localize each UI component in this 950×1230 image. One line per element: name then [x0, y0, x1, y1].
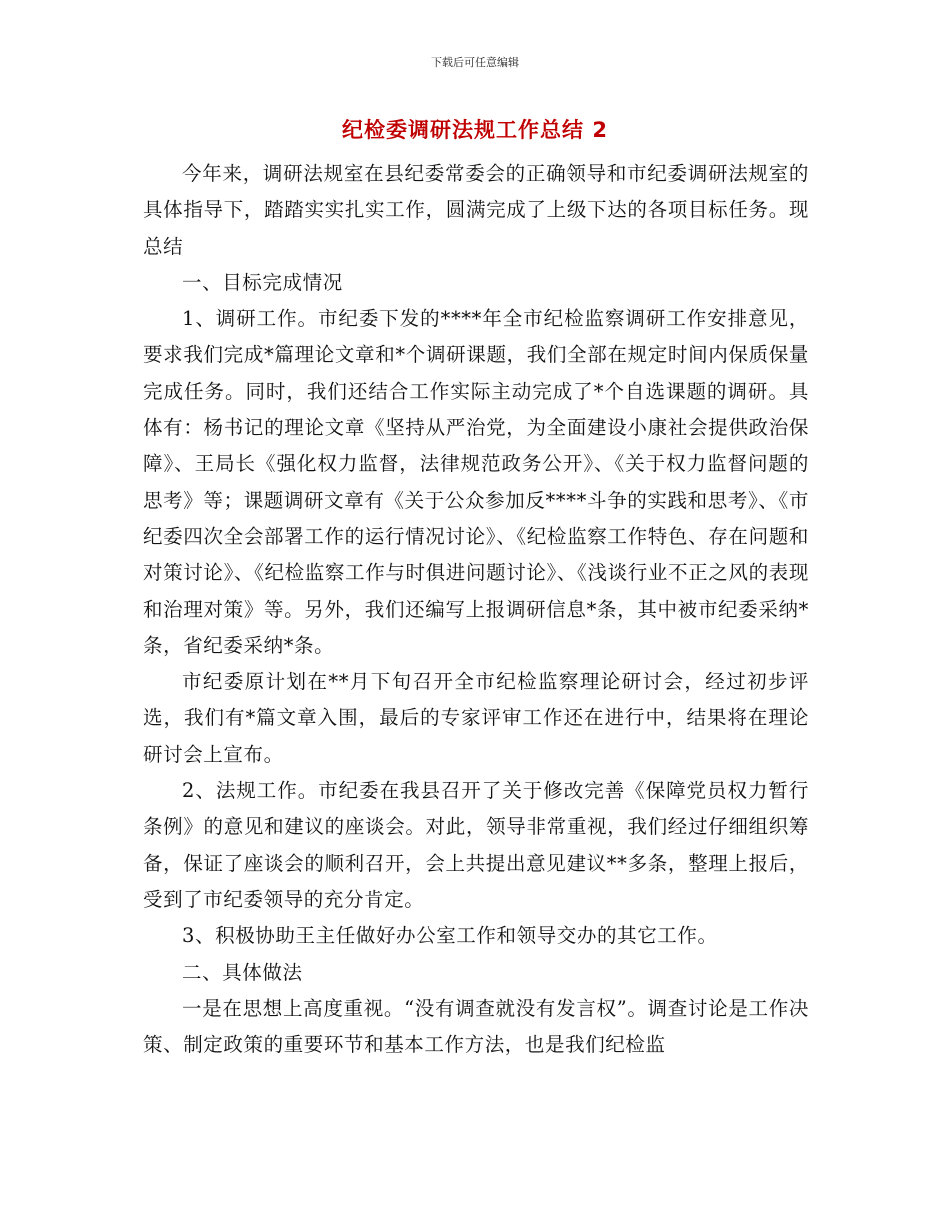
paragraph-method-one: 一是在思想上高度重视。“没有调查就没有发言权”。调查讨论是工作决策、制定政策的重要环节和基本工作方法，也是我们纪检监: [143, 996, 809, 1057]
header-note: 下载后可任意编辑: [431, 56, 519, 69]
paragraph-office-work: 3、积极协助王主任做好办公室工作和领导交办的其它工作。: [182, 924, 718, 948]
document-title: 纪检委调研法规工作总结 2: [342, 118, 608, 142]
paragraph-research-work: 1、调研工作。市纪委下发的****年全市纪检监察调研工作安排意见，要求我们完成*篇理论文章和*个调研课题，我们全部在规定时间内保质保量完成任务。同时，我们还结合工作实际主动完成了*个自选课题的调研。具体有：杨书记的理论文章《坚持从严治党，为全面建设小康社会提供政治保障》、王局长《强化权力监督，法律规范政务公开》、《关于权力监督问题的思考》等；课题调研文章有《关于公众参加反****斗争的实践和思考》、《市纪委四次全会部署工作的运行情况讨论》、《纪检监察工作特色、存在问题和对策讨论》、《纪检监察工作与时俱进问题讨论》、《浅谈行业不正之风的表现和治理对策》等。另外，我们还编写上报调研信息*条，其中被市纪委采纳*条，省纪委采纳*条。: [143, 307, 809, 657]
section-heading-methods: 二、具体做法: [182, 960, 303, 984]
document-body: [143, 156, 809, 1063]
section-heading-goals: 一、目标完成情况: [182, 270, 343, 294]
paragraph-regulation-work: 2、法规工作。市纪委在我县召开了关于修改完善《保障党员权力暂行条例》的意见和建议的座谈会。对此，领导非常重视，我们经过仔细组织筹备，保证了座谈会的顺利召开，会上共提出意见建议**多条，整理上报后，受到了市纪委领导的充分肯定。: [143, 779, 809, 911]
paragraph-seminar: 市纪委原计划在**月下旬召开全市纪检监察理论研讨会，经过初步评选，我们有*篇文章入围，最后的专家评审工作还在进行中，结果将在理论研讨会上宣布。: [143, 670, 809, 766]
paragraph-intro: 今年来，调研法规室在县纪委常委会的正确领导和市纪委调研法规室的具体指导下，踏踏实实扎实工作，圆满完成了上级下达的各项目标任务。现总结: [143, 162, 809, 258]
